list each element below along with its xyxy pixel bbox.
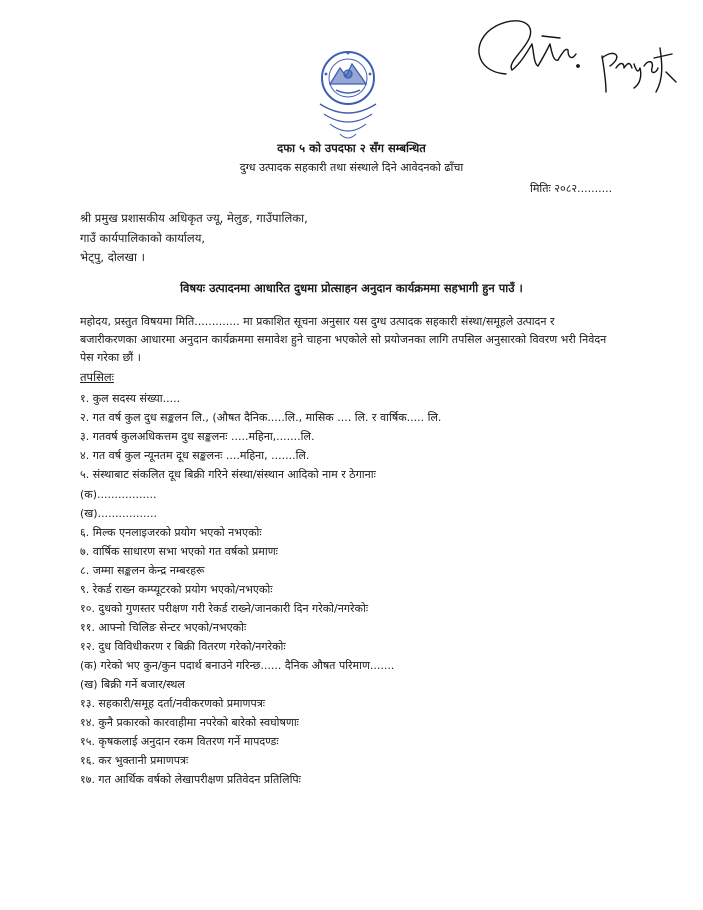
list-item: १५. कृषकलाई अनुदान रकम वितरण गर्ने मापदण्डः	[80, 735, 279, 748]
signature-1	[468, 14, 584, 86]
list-item: (ख) बिक्री गर्ने बजार/स्थल	[80, 678, 185, 691]
list-item: १२. दुध विविधीकरण र बिक्री वितरण गरेको/नगरेकोः	[80, 640, 286, 653]
address-line-2: गाउँ कार्यपालिकाको कार्यालय,	[80, 231, 206, 245]
list-item: १६. कर भुक्तानी प्रमाणपत्रः	[80, 754, 189, 767]
list-item: ९. रेकर्ड राख्न कम्प्यूटरको प्रयोग भएको/नभएकोः	[80, 583, 273, 596]
section-reference-title: दफा ५ को उपदफा २ सँग सम्बन्धित	[277, 141, 426, 155]
list-item: २. गत वर्ष कुल दुध सङ्कलन लि., (औषत दैनिक.....लि., मासिक .... लि. र वार्षिक..... लि.	[80, 411, 442, 424]
list-item: ४. गत वर्ष कुल न्यूनतम दूध सङ्कलनः ....महिना, .......लि.	[80, 449, 310, 462]
list-item: १०. दुधको गुणस्तर परीक्षण गरी रेकर्ड राख्ने/जानकारी दिन गरेको/नगरेकोः	[80, 602, 369, 615]
body-paragraph-line-2: बजारीकरणका आधारमा अनुदान कार्यक्रममा समावेश हुने चाहना भएकोले सो प्रयोजनका लागि तपसिल अनुसारको विवरण भरी निवेदन	[80, 333, 607, 346]
municipality-seal-logo	[300, 44, 396, 148]
list-item: १४. कुनै प्रकारको कारवाहीमा नपरेको बारेको स्वघोषणाः	[80, 716, 299, 729]
list-item: १. कुल सदस्य संख्या.....	[80, 392, 181, 405]
body-paragraph-line-3: पेस गरेका छौं ।	[80, 351, 141, 364]
form-title: दुग्ध उत्पादक सहकारी तथा संस्थाले दिने आवेदनको ढाँचा	[239, 161, 464, 174]
list-item: ७. वार्षिक साधारण सभा भएको गत वर्षको प्रमाणः	[80, 545, 278, 558]
address-line-1: श्री प्रमुख प्रशासकीय अधिकृत ज्यू, मेलुङ, गाउँपालिका,	[80, 211, 308, 225]
address-line-3: भेट्पु, दोलखा ।	[80, 250, 146, 264]
list-item: ५. संस्थाबाट संकलित दूध बिक्री गरिने संस्था/संस्थान आदिको नाम र ठेगानाः	[80, 468, 376, 481]
list-item: ११. आफ्नो चिलिङ सेन्टर भएको/नभएकोः	[80, 621, 247, 634]
list-item: (ख).................	[80, 507, 158, 520]
date-line: मितिः २०८२..........	[530, 182, 613, 195]
list-item: (क).................	[80, 488, 157, 501]
signature-2	[594, 38, 680, 98]
list-item: १७. गत आर्थिक वर्षको लेखापरीक्षण प्रतिवेदन प्रतिलिपिः	[80, 773, 301, 786]
tapasil-heading: तपसिलः	[80, 370, 114, 384]
list-item: ८. जम्मा सङ्कलन केन्द्र नम्बरहरू	[80, 564, 205, 577]
list-item: ६. मिल्क एनलाइजरको प्रयोग भएको नभएकोः	[80, 526, 262, 539]
list-item: ३. गतवर्ष कुलअधिकत्तम दुध सङ्कलनः .....महिना,.......लि.	[80, 430, 315, 443]
list-item: (क) गरेको भए कुन/कुन पदार्थ बनाउने गरिन्छ...... दैनिक औषत परिमाण.......	[80, 659, 395, 672]
list-item: १३. सहकारी/समूह दर्ता/नवीकरणको प्रमाणपत्रः	[80, 697, 266, 710]
subject-line: विषयः उत्पादनमा आधारित दुधमा प्रोत्साहन अनुदान कार्यक्रममा सहभागी हुन पाउँ ।	[180, 281, 523, 295]
body-paragraph-line-1: महोदय, प्रस्तुत विषयमा मिति............. मा प्रकाशित सूचना अनुसार यस दुग्ध उत्पादक सहकारी संस्था/समूहले उत्पादन र	[80, 315, 555, 328]
